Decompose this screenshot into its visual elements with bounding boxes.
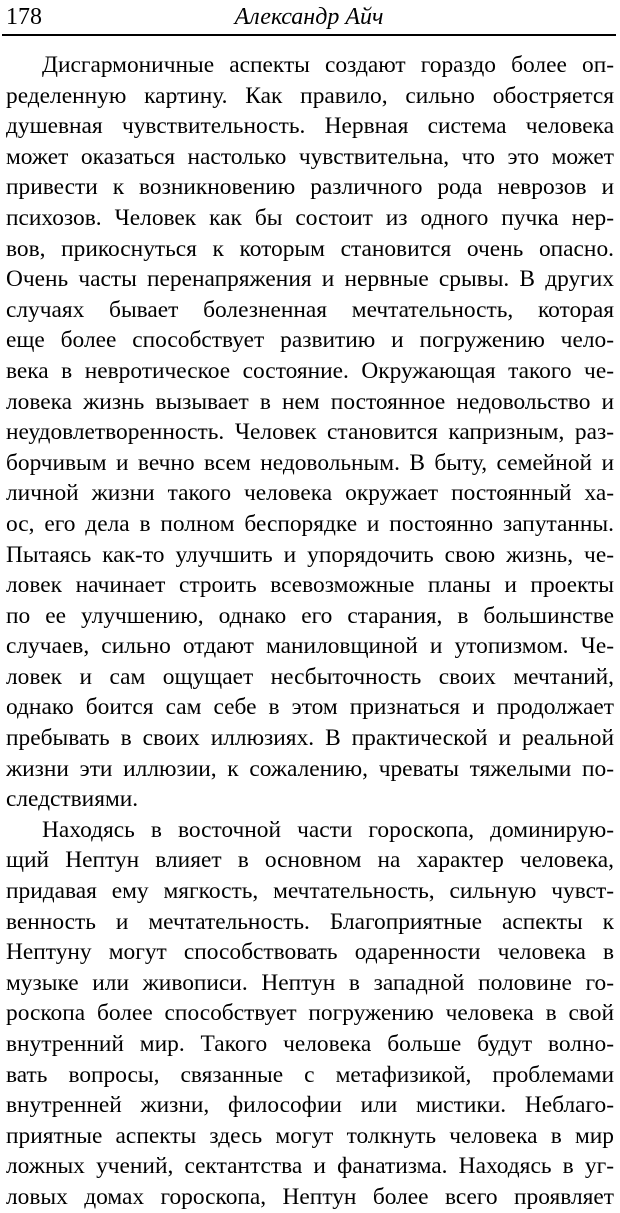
- text-line: борчивым и вечно всем недовольным. В быту, семейной и: [6, 449, 614, 476]
- text-line: случаев, сильно отдают маниловщиной и утопизмом. Че-: [6, 633, 614, 660]
- text-line: придавая ему мягкость, мечтательность, сильную чувст-: [6, 878, 614, 905]
- text-line: роскопа более способствует погружению человека в свой: [6, 1000, 614, 1027]
- page-number: 178: [6, 4, 42, 30]
- text-line: по ее улучшению, однако его старания, в большинстве: [6, 602, 614, 629]
- text-line: ловых домах гороскопа, Нептун более всего проявляет: [6, 1183, 614, 1210]
- text-line: внутренний мир. Такого человека больше будут волно-: [6, 1031, 614, 1057]
- text-line: ловек и сам ощущает несбыточность своих мечтаний,: [6, 663, 614, 690]
- text-line: ложных учений, сектантства и фанатизма. Находясь в уг-: [6, 1153, 614, 1180]
- text-line: неудовлетворенность. Человек становится капризным, раз-: [6, 419, 614, 446]
- text-line: ловек начинает строить всевозможные планы и проекты: [6, 572, 614, 599]
- text-line: еще более способствует развитию и погружению чело-: [6, 327, 614, 354]
- text-line: душевная чувствительность. Нервная система человека: [6, 113, 614, 140]
- text-line: Очень часты перенапряжения и нервные срывы. В других: [6, 266, 614, 293]
- text-line: привести к возникновению различного рода неврозов и: [6, 174, 614, 201]
- text-line: Дисгармоничные аспекты создают гораздо более оп-: [42, 52, 614, 78]
- text-line: жизни эти иллюзии, к сожалению, чреваты тяжелыми по-: [6, 755, 614, 782]
- text-line: вать вопросы, связанные с метафизикой, проблемами: [6, 1061, 614, 1088]
- paragraph-first-line: Находясь в восточной части гороскопа, доминирую-: [42, 816, 614, 843]
- text-line: века в невротическое состояние. Окружающая такого че-: [6, 357, 614, 384]
- text-line: может оказаться настолько чувствительна, что это может: [6, 143, 614, 170]
- text-line: Пытаясь как-то улучшить и упорядочить свою жизнь, че-: [6, 541, 614, 568]
- running-title: Александр Айч: [234, 4, 384, 30]
- page-header: [2, 0, 616, 36]
- text-line: ос, его дела в полном беспорядке и постоянно запутанны.: [6, 510, 614, 537]
- text-line: венность и мечтательность. Благоприятные аспекты к: [6, 908, 614, 935]
- text-line: пребывать в своих иллюзиях. В практической и реальной: [6, 725, 614, 752]
- text-line: ределенную картину. Как правило, сильно обостряется: [6, 82, 614, 109]
- text-line: личной жизни такого человека окружает постоянный ха-: [6, 480, 614, 507]
- text-line: щий Нептун влияет в основном на характер человека,: [6, 847, 614, 874]
- text-line: однако боится сам себе в этом признаться и продолжает: [6, 694, 614, 721]
- body-text: [6, 50, 614, 1213]
- text-line: внутренней жизни, философии или мистики. Неблаго-: [6, 1092, 614, 1119]
- text-line: музыке или живописи. Нептун в западной половине го-: [6, 969, 614, 996]
- text-line: Нептуну могут способствовать одаренности человека в: [6, 939, 614, 966]
- text-line: психозов. Человек как бы состоит из одного пучка нер-: [6, 204, 614, 231]
- text-line: ловека жизнь вызывает в нем постоянное недовольство и: [6, 388, 614, 415]
- text-line: вов, прикоснуться к которым становится очень опасно.: [6, 235, 614, 262]
- paragraph-last-line: следствиями.: [6, 786, 139, 813]
- text-line: случаях бывает болезненная мечтательность, которая: [6, 296, 614, 323]
- text-line: приятные аспекты здесь могут толкнуть человека в мир: [6, 1122, 614, 1149]
